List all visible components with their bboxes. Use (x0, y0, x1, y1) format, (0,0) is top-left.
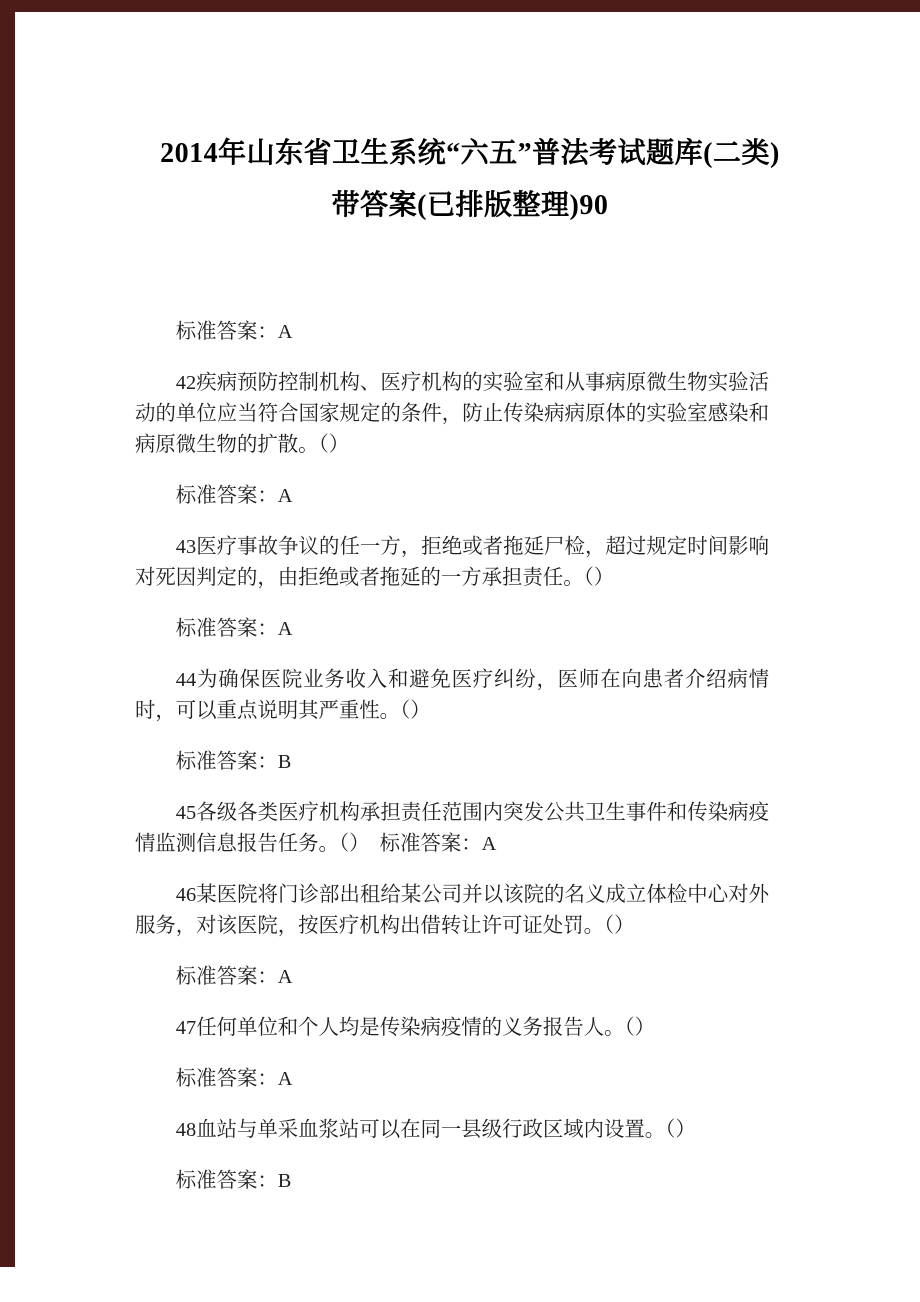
document-content (135, 0, 805, 1217)
document-title-line-2: 带答案(已排版整理)90 (331, 190, 609, 221)
answer-paragraph: 标准答案：B (175, 1170, 292, 1192)
question-paragraph: 46某医院将门诊部出租给某公司并以该院的名义成立体检中心对外服务，对该医院，按医疗机构出借转让许可证处罚。（） (135, 884, 769, 937)
question-paragraph: 43医疗事故争议的任一方，拒绝或者拖延尸检，超过规定时间影响对死因判定的，由拒绝或者拖延的一方承担责任。（） (135, 536, 769, 589)
question-paragraph: 42疾病预防控制机构、医疗机构的实验室和从事病原微生物实验活动的单位应当符合国家规定的条件，防止传染病病原体的实验室感染和病原微生物的扩散。（） (135, 372, 769, 456)
document-body (135, 317, 769, 1197)
question-paragraph: 45各级各类医疗机构承担责任范围内突发公共卫生事件和传染病疫情监测信息报告任务。（） 标准答案：A (135, 802, 769, 855)
answer-paragraph: 标准答案：A (175, 966, 293, 988)
answer-paragraph: 标准答案：A (175, 321, 293, 343)
answer-paragraph: 标准答案：B (175, 751, 292, 773)
question-paragraph: 48血站与单采血浆站可以在同一县级行政区域内设置。（） (175, 1119, 696, 1141)
document-title-line-1: 2014年山东省卫生系统“六五”普法考试题库(二类) (160, 138, 780, 169)
page-edge-border-left (0, 0, 15, 1267)
question-paragraph: 44为确保医院业务收入和避免医疗纠纷，医师在向患者介绍病情时，可以重点说明其严重性。（） (135, 669, 769, 722)
answer-paragraph: 标准答案：A (175, 1068, 293, 1090)
answer-paragraph: 标准答案：A (175, 485, 293, 507)
answer-paragraph: 标准答案：A (175, 618, 293, 640)
question-paragraph: 47任何单位和个人均是传染病疫情的义务报告人。（） (175, 1017, 655, 1039)
document-title (135, 128, 805, 232)
